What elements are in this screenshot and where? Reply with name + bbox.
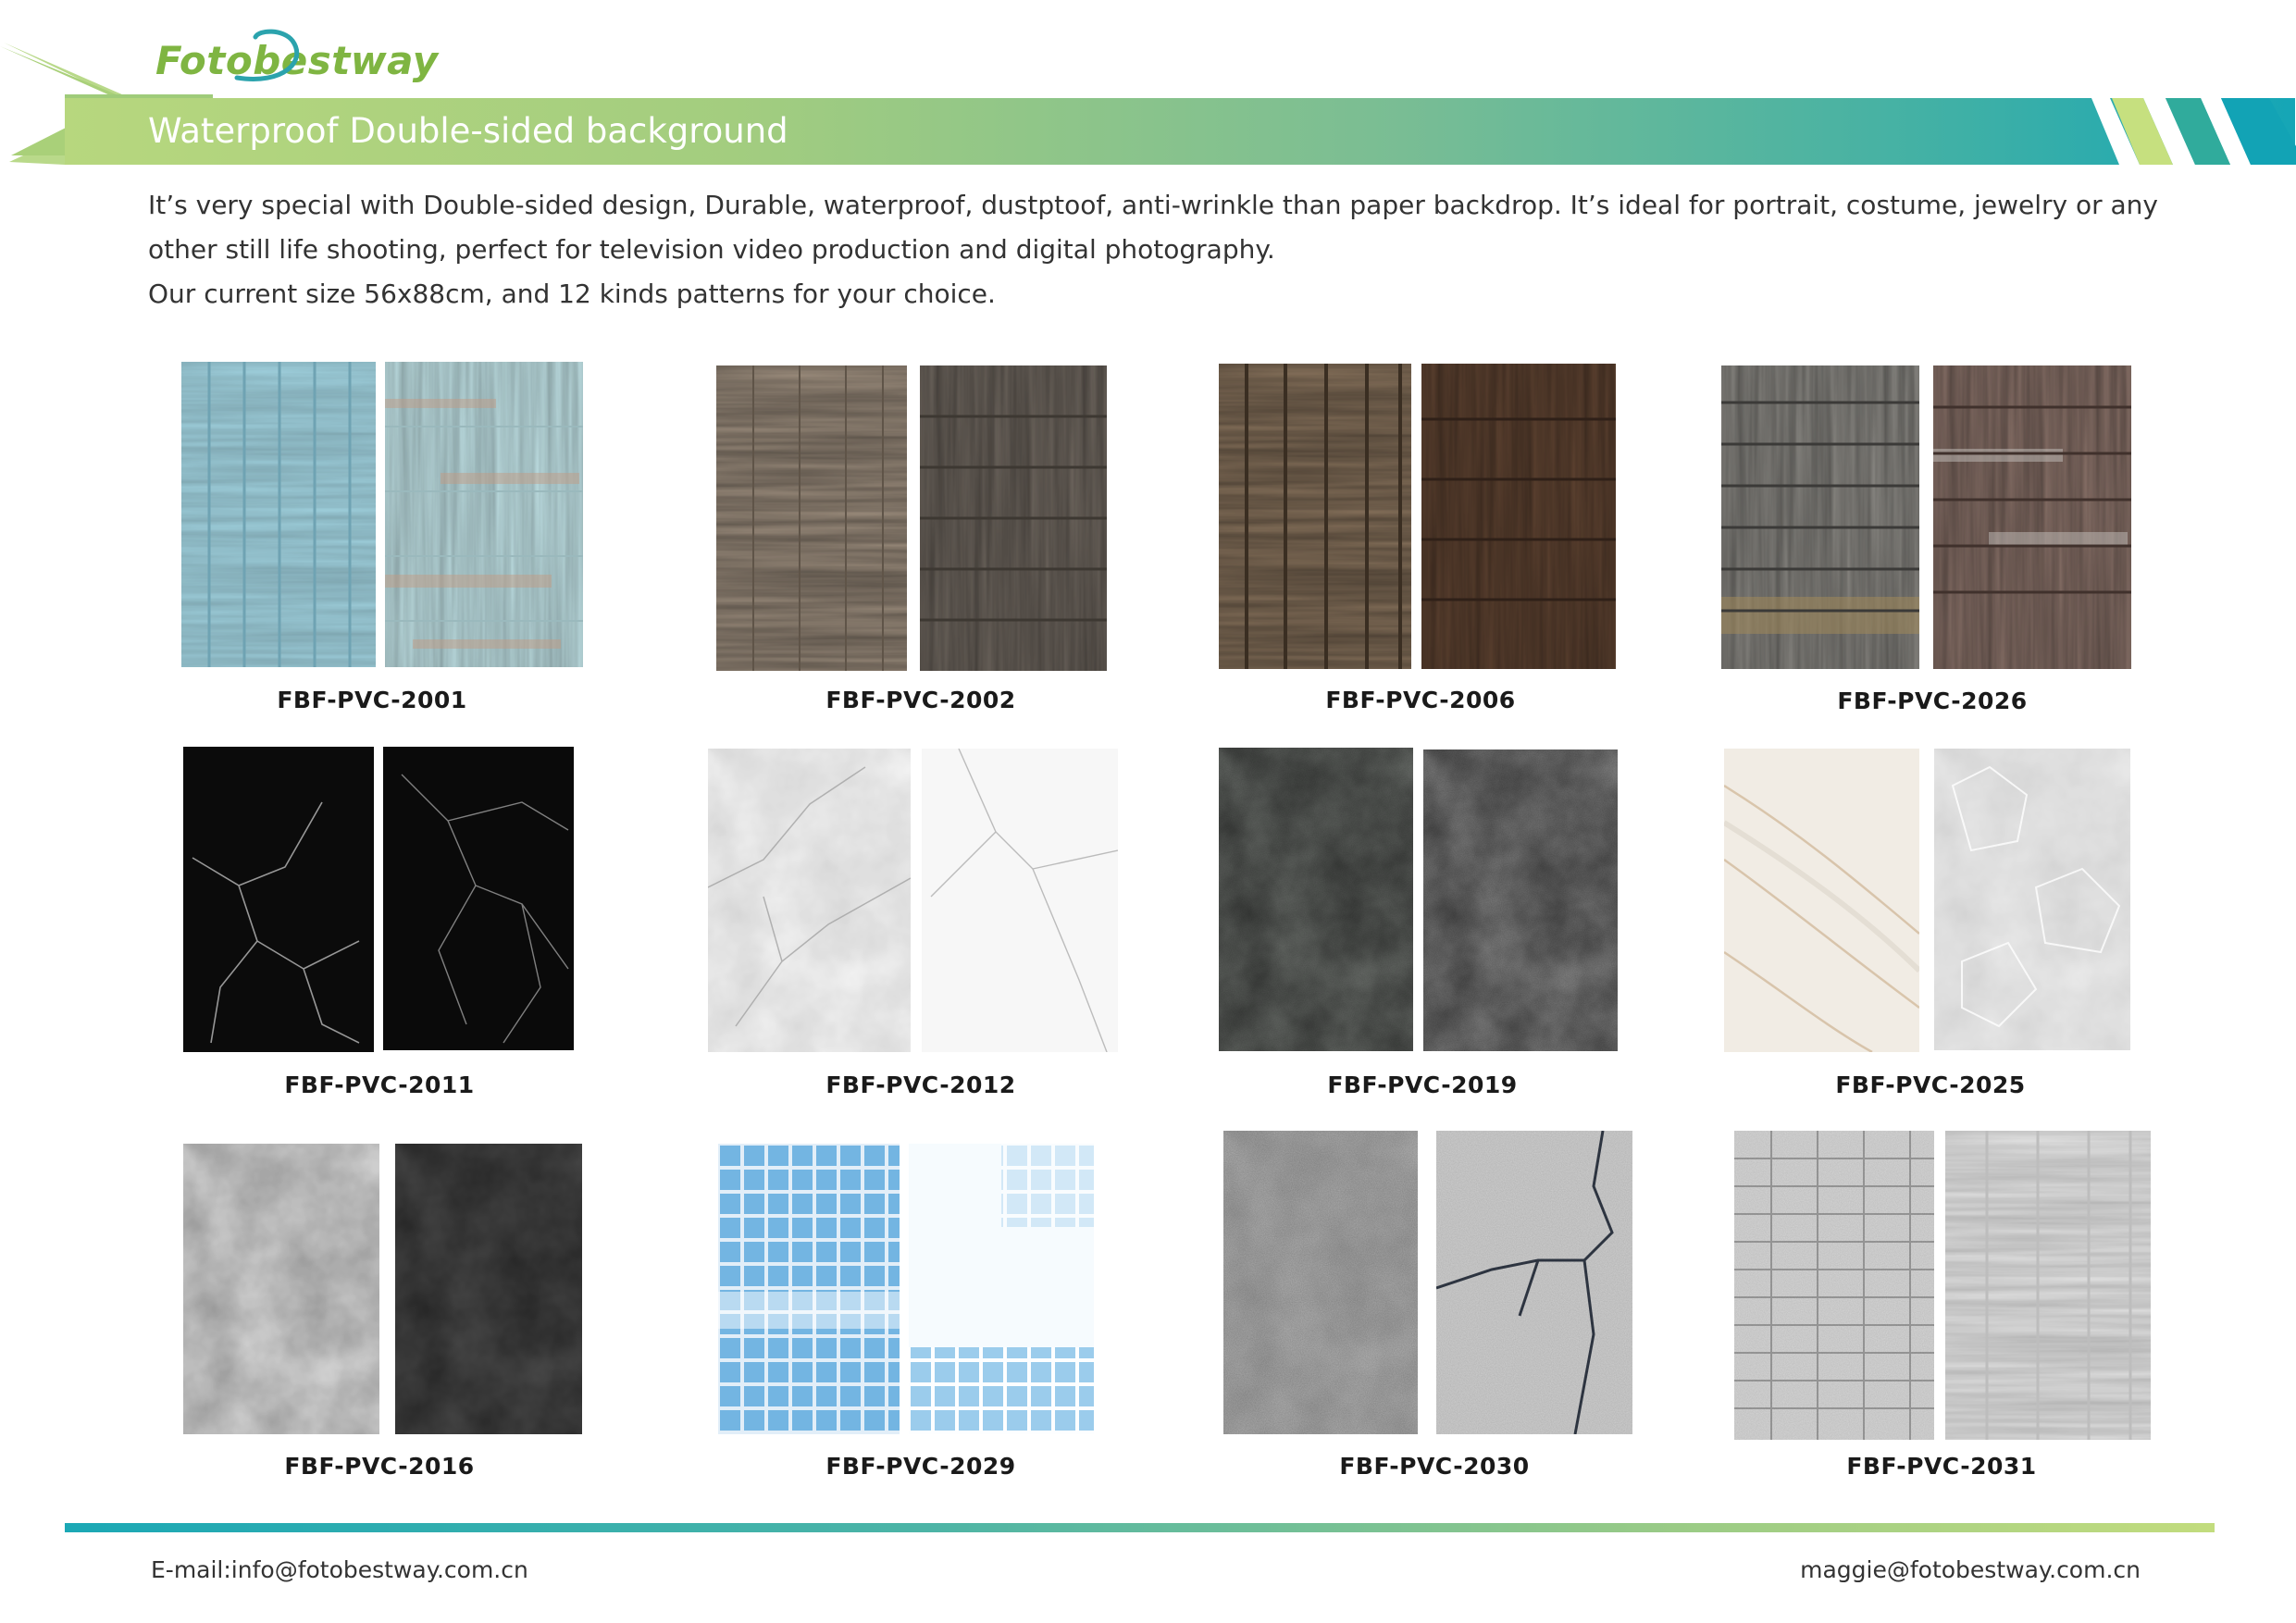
swatch-2019-side-b	[1423, 750, 1618, 1051]
footer-email-info: E-mail:info@fotobestway.com.cn	[151, 1556, 528, 1583]
swatch-2001-side-a	[181, 362, 376, 667]
swatch-2025-side-b	[1934, 749, 2130, 1050]
swatch-2030-side-b	[1436, 1131, 1632, 1434]
product-code: FBF-PVC-2031	[1846, 1453, 2037, 1480]
footer-email-contact: maggie@fotobestway.com.cn	[1800, 1556, 2141, 1583]
swatch-2029-side-b	[909, 1144, 1094, 1434]
product-code: FBF-PVC-2019	[1327, 1072, 1518, 1098]
swatch-2029-side-a	[718, 1144, 900, 1434]
swatch-2011-side-a	[183, 747, 374, 1052]
swatch-2016-side-b	[395, 1144, 582, 1434]
description-paragraph-2: Our current size 56x88cm, and 12 kinds patterns for your choice.	[148, 279, 996, 309]
product-code: FBF-PVC-2006	[1325, 687, 1516, 713]
swatch-2031-side-a	[1734, 1131, 1934, 1440]
swatch-2026-side-a	[1721, 365, 1919, 669]
swatch-2025-side-a	[1724, 749, 1919, 1052]
swatch-2006-side-b	[1421, 364, 1616, 669]
swatch-2002-side-b	[920, 365, 1107, 671]
swatch-2001-side-b	[385, 362, 583, 667]
product-code: FBF-PVC-2025	[1835, 1072, 2026, 1098]
swatch-2012-side-b	[922, 749, 1118, 1052]
product-code: FBF-PVC-2011	[284, 1072, 475, 1098]
footer-divider	[65, 1523, 2215, 1532]
product-code: FBF-PVC-2026	[1837, 688, 2028, 714]
swatch-2019-side-a	[1219, 748, 1413, 1051]
page-title: Waterproof Double-sided background	[148, 111, 788, 151]
product-code: FBF-PVC-2016	[284, 1453, 475, 1480]
product-code: FBF-PVC-2012	[825, 1072, 1016, 1098]
swatch-2006-side-a	[1219, 364, 1411, 669]
stripes-decoration	[2091, 98, 2296, 165]
swatch-2002-side-a	[716, 365, 907, 671]
swatch-2026-side-b	[1933, 365, 2131, 669]
swatch-2016-side-a	[183, 1144, 379, 1434]
swatch-2031-side-b	[1945, 1131, 2151, 1440]
product-description	[148, 183, 2212, 316]
description-paragraph-1: It’s very special with Double-sided design, Durable, waterproof, dustptoof, anti-wrinkle than paper backdrop. It’s ideal for portrait, costume, jewelry or any other still life shooting, perfect for television video production and digital photography.	[148, 190, 2158, 265]
brand-logo-text: Fotobestway	[155, 38, 439, 83]
product-code: FBF-PVC-2029	[825, 1453, 1016, 1480]
product-code: FBF-PVC-2001	[277, 687, 467, 713]
product-code: FBF-PVC-2030	[1339, 1453, 1530, 1480]
product-code: FBF-PVC-2002	[825, 687, 1016, 713]
swatch-2011-side-b	[383, 747, 574, 1050]
swatch-2012-side-a	[708, 749, 911, 1052]
logo-swoosh-icon	[218, 24, 311, 89]
swatch-2030-side-a	[1223, 1131, 1418, 1434]
